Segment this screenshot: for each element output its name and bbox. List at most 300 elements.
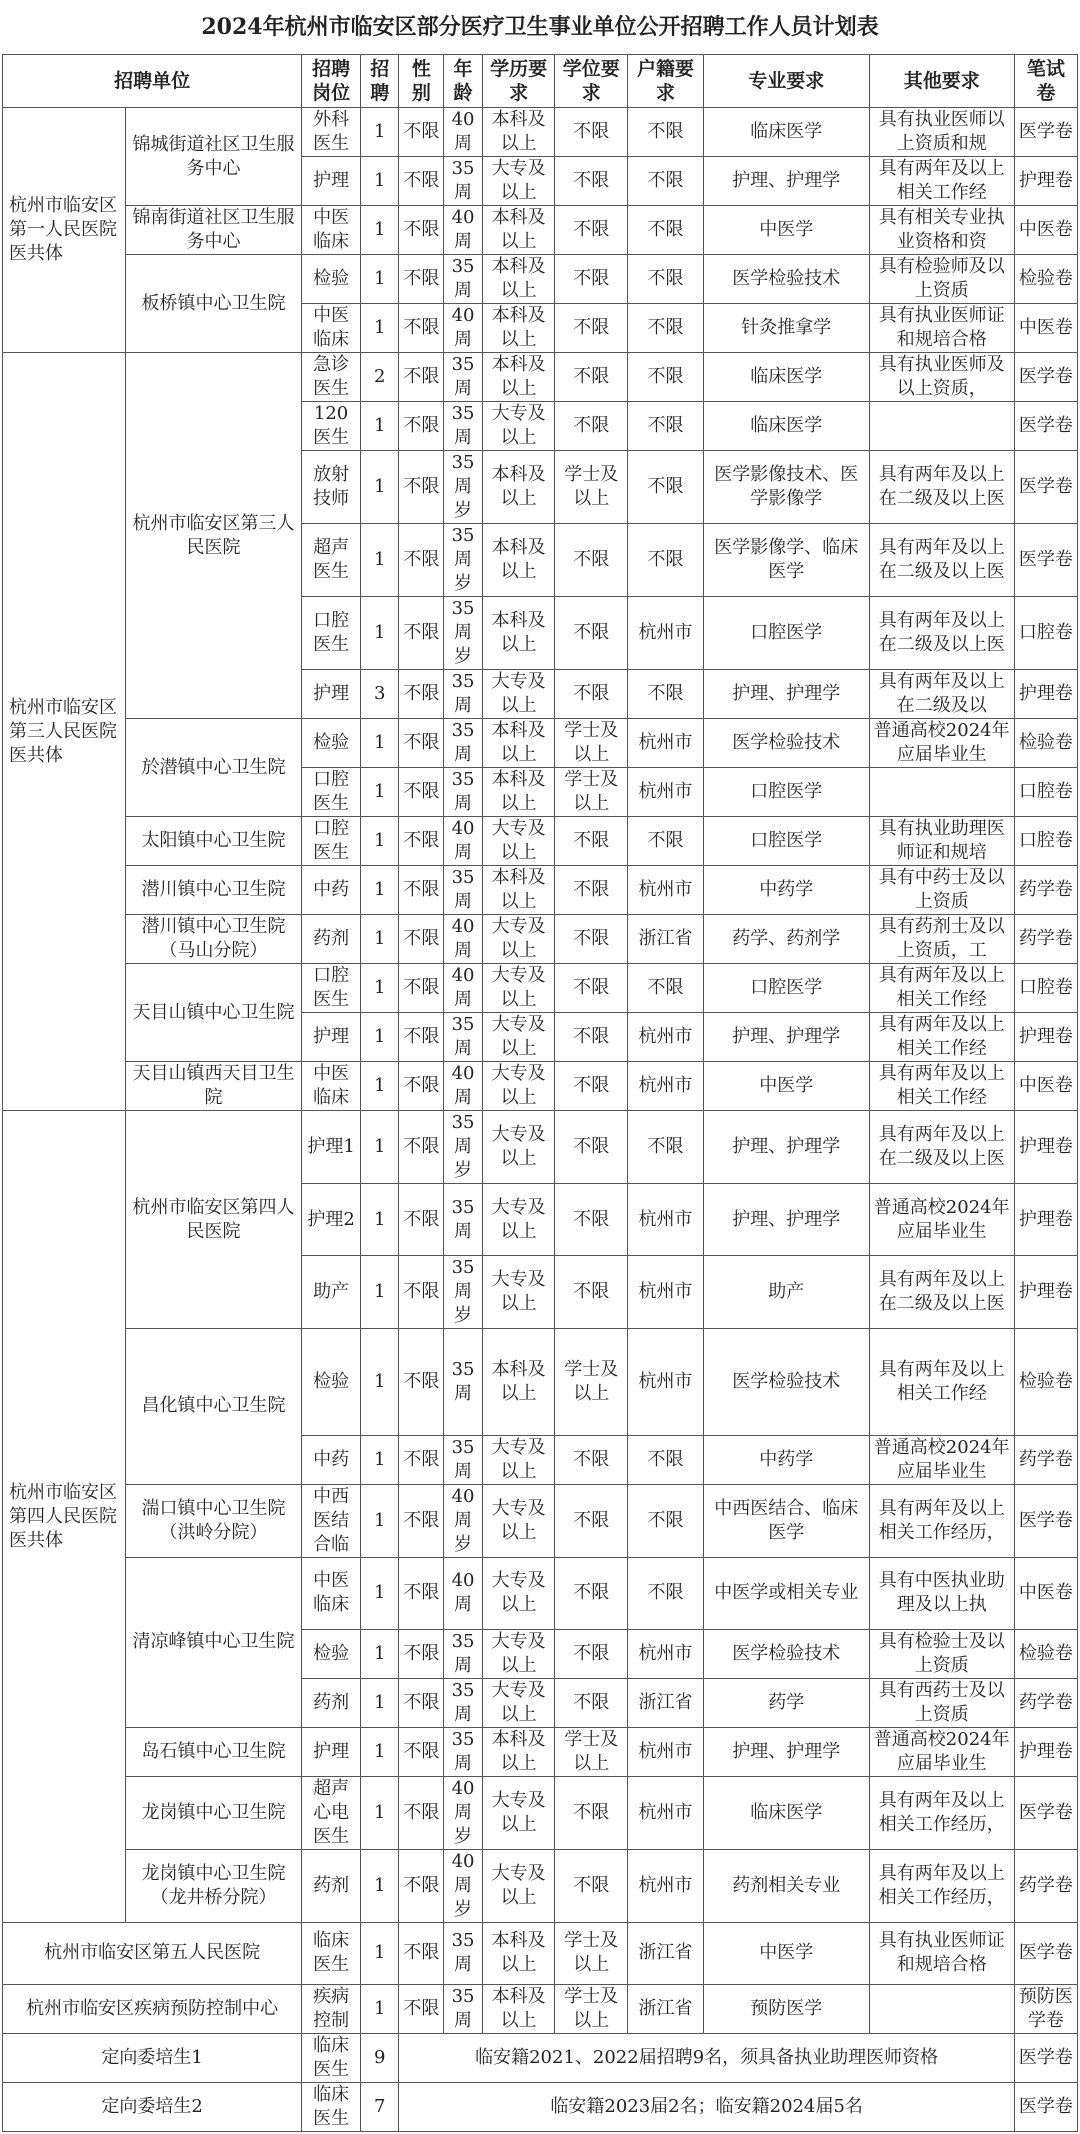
- other-cell: 具有两年及以上相关工作经: [869, 157, 1014, 206]
- exam-cell: 药学卷: [1014, 1435, 1077, 1484]
- post-cell: 中医临床: [302, 304, 361, 353]
- degree-cell: 不限: [555, 1013, 628, 1062]
- unit-name-cell: 天目山镇西天目卫生院: [125, 1062, 301, 1111]
- hukou-cell: 杭州市: [628, 1629, 704, 1678]
- major-cell: 医学影像技术、医学影像学: [703, 451, 869, 524]
- count-cell: 1: [360, 915, 398, 964]
- count-cell: 1: [360, 1256, 398, 1329]
- sex-cell: 不限: [399, 1329, 444, 1435]
- degree-cell: 不限: [555, 1678, 628, 1727]
- degree-cell: 不限: [555, 866, 628, 915]
- age-cell: 40周: [444, 1062, 482, 1111]
- unit-name-cell: 天目山镇中心卫生院: [125, 964, 301, 1062]
- unit-name-cell: 太阳镇中心卫生院: [125, 817, 301, 866]
- age-cell: 40周: [444, 1557, 482, 1629]
- table-row: [3, 2033, 1078, 2082]
- education-cell: 本科及以上: [482, 1922, 555, 1984]
- education-cell: 大专及以上: [482, 1013, 555, 1062]
- table-row: [3, 2082, 1078, 2131]
- post-cell: 口腔医生: [302, 597, 361, 670]
- other-cell: 具有两年及以上相关工作经: [869, 1013, 1014, 1062]
- degree-cell: 不限: [555, 1629, 628, 1678]
- education-cell: 本科及以上: [482, 304, 555, 353]
- major-cell: 中医学: [703, 1062, 869, 1111]
- hukou-cell: 杭州市: [628, 1849, 704, 1922]
- post-cell: 临床医生: [302, 2082, 361, 2131]
- hukou-cell: 浙江省: [628, 1922, 704, 1984]
- other-cell: 具有两年及以上相关工作经历，: [869, 1484, 1014, 1557]
- exam-cell: 护理卷: [1014, 1184, 1077, 1256]
- major-cell: 临床医学: [703, 108, 869, 157]
- age-cell: 40周: [444, 817, 482, 866]
- sex-cell: 不限: [399, 402, 444, 451]
- exam-cell: 中医卷: [1014, 304, 1077, 353]
- other-cell: 普通高校2024年应届毕业生: [869, 1184, 1014, 1256]
- education-cell: 大专及以上: [482, 402, 555, 451]
- unit-name-cell: 昌化镇中心卫生院: [125, 1329, 301, 1484]
- major-cell: 药剂相关专业: [703, 1849, 869, 1922]
- sex-cell: 不限: [399, 1922, 444, 1984]
- post-cell: 中西医结合临: [302, 1484, 361, 1557]
- hukou-cell: 浙江省: [628, 1984, 704, 2033]
- count-cell: 9: [360, 2033, 398, 2082]
- post-cell: 120医生: [302, 402, 361, 451]
- hukou-cell: 不限: [628, 964, 704, 1013]
- hukou-cell: 不限: [628, 817, 704, 866]
- unit-name-cell: 潜川镇中心卫生院（马山分院）: [125, 915, 301, 964]
- other-cell: 具有两年及以上在二级及以上医: [869, 451, 1014, 524]
- major-cell: 针灸推拿学: [703, 304, 869, 353]
- hukou-cell: 杭州市: [628, 1184, 704, 1256]
- degree-cell: 不限: [555, 597, 628, 670]
- page-title: 2024年杭州市临安区部分医疗卫生事业单位公开招聘工作人员计划表: [201, 14, 879, 40]
- major-cell: 临床医学: [703, 353, 869, 402]
- other-cell: 具有两年及以上在二级及以上医: [869, 1256, 1014, 1329]
- header-other: 其他要求: [869, 55, 1014, 108]
- age-cell: 40周岁: [444, 1776, 482, 1849]
- exam-cell: 医学卷: [1014, 402, 1077, 451]
- post-cell: 临床医生: [302, 2033, 361, 2082]
- age-cell: 35周: [444, 768, 482, 817]
- post-cell: 检验: [302, 1329, 361, 1435]
- age-cell: 35周: [444, 255, 482, 304]
- table-row: [3, 719, 1078, 768]
- major-cell: 口腔医学: [703, 597, 869, 670]
- count-cell: 1: [360, 1013, 398, 1062]
- degree-cell: 不限: [555, 157, 628, 206]
- education-cell: 本科及以上: [482, 451, 555, 524]
- education-cell: 大专及以上: [482, 1678, 555, 1727]
- age-cell: 35周: [444, 157, 482, 206]
- header-sex: 性别: [399, 55, 444, 108]
- education-cell: 大专及以上: [482, 1111, 555, 1184]
- unit-name-cell: 杭州市临安区第三人民医院: [125, 353, 301, 719]
- hukou-cell: 不限: [628, 1435, 704, 1484]
- exam-cell: 中医卷: [1014, 1062, 1077, 1111]
- age-cell: 35周: [444, 1678, 482, 1727]
- note-cell: 临安籍2021、2022届招聘9名，须具备执业助理医师资格: [399, 2033, 1014, 2082]
- other-cell: 具有检验师及以上资质: [869, 255, 1014, 304]
- unit-name-cell: 定向委培生2: [3, 2082, 302, 2131]
- exam-cell: 检验卷: [1014, 255, 1077, 304]
- education-cell: 大专及以上: [482, 1484, 555, 1557]
- sex-cell: 不限: [399, 1013, 444, 1062]
- exam-cell: 医学卷: [1014, 1484, 1077, 1557]
- count-cell: 1: [360, 451, 398, 524]
- other-cell: 具有西药士及以上资质: [869, 1678, 1014, 1727]
- post-cell: 急诊医生: [302, 353, 361, 402]
- other-cell: 具有执业医师以上资质和规: [869, 108, 1014, 157]
- post-cell: 护理2: [302, 1184, 361, 1256]
- major-cell: 护理、护理学: [703, 1111, 869, 1184]
- hukou-cell: 不限: [628, 670, 704, 719]
- post-cell: 中医临床: [302, 206, 361, 255]
- degree-cell: 不限: [555, 304, 628, 353]
- table-row: [3, 1329, 1078, 1435]
- sex-cell: 不限: [399, 817, 444, 866]
- other-cell: [869, 768, 1014, 817]
- exam-cell: 口腔卷: [1014, 768, 1077, 817]
- sex-cell: 不限: [399, 768, 444, 817]
- hukou-cell: 不限: [628, 524, 704, 597]
- count-cell: 1: [360, 255, 398, 304]
- note-cell: 临安籍2023届2名；临安籍2024届5名: [399, 2082, 1014, 2131]
- education-cell: 本科及以上: [482, 866, 555, 915]
- sex-cell: 不限: [399, 1062, 444, 1111]
- count-cell: 1: [360, 1329, 398, 1435]
- post-cell: 检验: [302, 719, 361, 768]
- table-row: [3, 1776, 1078, 1849]
- post-cell: 护理: [302, 1727, 361, 1776]
- education-cell: 大专及以上: [482, 670, 555, 719]
- hukou-cell: 杭州市: [628, 1062, 704, 1111]
- count-cell: 1: [360, 108, 398, 157]
- count-cell: 1: [360, 1984, 398, 2033]
- degree-cell: 学士及以上: [555, 1329, 628, 1435]
- exam-cell: 药学卷: [1014, 1849, 1077, 1922]
- degree-cell: 学士及以上: [555, 451, 628, 524]
- other-cell: 具有两年及以上相关工作经: [869, 964, 1014, 1013]
- count-cell: 1: [360, 304, 398, 353]
- education-cell: 本科及以上: [482, 597, 555, 670]
- header-education: 学历要求: [482, 55, 555, 108]
- degree-cell: 学士及以上: [555, 719, 628, 768]
- count-cell: 1: [360, 1484, 398, 1557]
- degree-cell: 不限: [555, 1435, 628, 1484]
- sex-cell: 不限: [399, 255, 444, 304]
- education-cell: 本科及以上: [482, 353, 555, 402]
- education-cell: 本科及以上: [482, 255, 555, 304]
- table-row: [3, 255, 1078, 304]
- major-cell: 中医学: [703, 206, 869, 255]
- count-cell: 1: [360, 597, 398, 670]
- header-count: 招聘: [360, 55, 398, 108]
- degree-cell: 不限: [555, 817, 628, 866]
- post-cell: 护理: [302, 1013, 361, 1062]
- unit-name-cell: 锦南街道社区卫生服务中心: [125, 206, 301, 255]
- post-cell: 护理: [302, 670, 361, 719]
- unit-name-cell: 龙岗镇中心卫生院: [125, 1776, 301, 1849]
- post-cell: 检验: [302, 255, 361, 304]
- post-cell: 疾病控制: [302, 1984, 361, 2033]
- unit-name-cell: 板桥镇中心卫生院: [125, 255, 301, 353]
- table-row: [3, 1062, 1078, 1111]
- other-cell: 具有两年及以上在二级及以上医: [869, 1111, 1014, 1184]
- education-cell: 本科及以上: [482, 108, 555, 157]
- age-cell: 40周岁: [444, 1849, 482, 1922]
- recruitment-plan-table: [2, 54, 1078, 2132]
- major-cell: 中医学或相关专业: [703, 1557, 869, 1629]
- major-cell: 护理、护理学: [703, 1013, 869, 1062]
- major-cell: 护理、护理学: [703, 157, 869, 206]
- hukou-cell: 不限: [628, 157, 704, 206]
- hukou-cell: 不限: [628, 255, 704, 304]
- major-cell: 医学检验技术: [703, 719, 869, 768]
- hukou-cell: 杭州市: [628, 866, 704, 915]
- education-cell: 大专及以上: [482, 915, 555, 964]
- count-cell: 1: [360, 1062, 398, 1111]
- degree-cell: 不限: [555, 353, 628, 402]
- education-cell: 本科及以上: [482, 206, 555, 255]
- other-cell: 具有两年及以上相关工作经: [869, 1329, 1014, 1435]
- post-cell: 口腔医生: [302, 817, 361, 866]
- other-cell: 具有两年及以上在二级及以上医: [869, 524, 1014, 597]
- degree-cell: 学士及以上: [555, 768, 628, 817]
- unit-name-cell: 锦城街道社区卫生服务中心: [125, 108, 301, 206]
- count-cell: 2: [360, 353, 398, 402]
- major-cell: 护理、护理学: [703, 670, 869, 719]
- major-cell: 医学检验技术: [703, 1629, 869, 1678]
- header-hukou: 户籍要求: [628, 55, 704, 108]
- table-row: [3, 1727, 1078, 1776]
- education-cell: 本科及以上: [482, 719, 555, 768]
- other-cell: 具有检验士及以上资质: [869, 1629, 1014, 1678]
- hukou-cell: 不限: [628, 402, 704, 451]
- exam-cell: 检验卷: [1014, 1329, 1077, 1435]
- major-cell: 中药学: [703, 866, 869, 915]
- unit-name-cell: 潜川镇中心卫生院: [125, 866, 301, 915]
- exam-cell: 医学卷: [1014, 524, 1077, 597]
- unit-name-cell: 湍口镇中心卫生院（洪岭分院）: [125, 1484, 301, 1557]
- post-cell: 护理1: [302, 1111, 361, 1184]
- table-row: [3, 1111, 1078, 1184]
- age-cell: 35周岁: [444, 1111, 482, 1184]
- table-row: [3, 108, 1078, 157]
- count-cell: 1: [360, 817, 398, 866]
- education-cell: 大专及以上: [482, 1184, 555, 1256]
- unit-name-cell: 杭州市临安区疾病预防控制中心: [3, 1984, 302, 2033]
- sex-cell: 不限: [399, 451, 444, 524]
- sex-cell: 不限: [399, 1111, 444, 1184]
- unit-name-cell: 杭州市临安区第五人民医院: [3, 1922, 302, 1984]
- count-cell: 1: [360, 719, 398, 768]
- exam-cell: 护理卷: [1014, 1727, 1077, 1776]
- post-cell: 超声医生: [302, 524, 361, 597]
- table-row: [3, 866, 1078, 915]
- degree-cell: 不限: [555, 402, 628, 451]
- other-cell: 具有执业医师证和规培合格: [869, 304, 1014, 353]
- hukou-cell: 杭州市: [628, 1727, 704, 1776]
- major-cell: 口腔医学: [703, 768, 869, 817]
- other-cell: 具有两年及以上相关工作经历，: [869, 1776, 1014, 1849]
- count-cell: 1: [360, 524, 398, 597]
- major-cell: 助产: [703, 1256, 869, 1329]
- post-cell: 超声心电医生: [302, 1776, 361, 1849]
- degree-cell: 不限: [555, 108, 628, 157]
- education-cell: 本科及以上: [482, 768, 555, 817]
- post-cell: 药剂: [302, 915, 361, 964]
- hukou-cell: 不限: [628, 108, 704, 157]
- sex-cell: 不限: [399, 866, 444, 915]
- sex-cell: 不限: [399, 304, 444, 353]
- sex-cell: 不限: [399, 1435, 444, 1484]
- exam-cell: 中医卷: [1014, 1557, 1077, 1629]
- hukou-cell: 杭州市: [628, 719, 704, 768]
- education-cell: 大专及以上: [482, 1256, 555, 1329]
- hukou-cell: 不限: [628, 304, 704, 353]
- degree-cell: 不限: [555, 915, 628, 964]
- major-cell: 药学、药剂学: [703, 915, 869, 964]
- sex-cell: 不限: [399, 206, 444, 255]
- hukou-cell: 不限: [628, 1111, 704, 1184]
- hukou-cell: 杭州市: [628, 1256, 704, 1329]
- hukou-cell: 杭州市: [628, 768, 704, 817]
- degree-cell: 不限: [555, 1184, 628, 1256]
- age-cell: 35周: [444, 1629, 482, 1678]
- age-cell: 40周: [444, 206, 482, 255]
- major-cell: 口腔医学: [703, 964, 869, 1013]
- exam-cell: 检验卷: [1014, 719, 1077, 768]
- age-cell: 35周: [444, 1329, 482, 1435]
- table-header-row: [3, 55, 1078, 108]
- education-cell: 大专及以上: [482, 1062, 555, 1111]
- other-cell: 具有药剂士及以上资质，工: [869, 915, 1014, 964]
- other-cell: 具有两年及以上相关工作经: [869, 1062, 1014, 1111]
- header-age: 年龄: [444, 55, 482, 108]
- post-cell: 护理: [302, 157, 361, 206]
- age-cell: 35周: [444, 670, 482, 719]
- post-cell: 药剂: [302, 1849, 361, 1922]
- group-name-cell: 杭州市临安区第四人民医院医共体: [3, 1111, 126, 1922]
- count-cell: 1: [360, 768, 398, 817]
- exam-cell: 口腔卷: [1014, 597, 1077, 670]
- exam-cell: 医学卷: [1014, 108, 1077, 157]
- group-name-cell: 杭州市临安区第三人民医院医共体: [3, 353, 126, 1111]
- sex-cell: 不限: [399, 1849, 444, 1922]
- exam-cell: 医学卷: [1014, 2033, 1077, 2082]
- sex-cell: 不限: [399, 1678, 444, 1727]
- major-cell: 医学检验技术: [703, 1329, 869, 1435]
- age-cell: 40周: [444, 108, 482, 157]
- header-unit: 招聘单位: [3, 55, 302, 108]
- table-row: [3, 1922, 1078, 1984]
- major-cell: 护理、护理学: [703, 1727, 869, 1776]
- hukou-cell: 不限: [628, 353, 704, 402]
- major-cell: 临床医学: [703, 1776, 869, 1849]
- age-cell: 35周: [444, 719, 482, 768]
- degree-cell: 不限: [555, 1062, 628, 1111]
- age-cell: 35周: [444, 1184, 482, 1256]
- degree-cell: 不限: [555, 1557, 628, 1629]
- other-cell: 具有执业医师及以上资质，: [869, 353, 1014, 402]
- degree-cell: 不限: [555, 1484, 628, 1557]
- major-cell: 护理、护理学: [703, 1184, 869, 1256]
- post-cell: 中医临床: [302, 1557, 361, 1629]
- count-cell: 1: [360, 1435, 398, 1484]
- sex-cell: 不限: [399, 597, 444, 670]
- hukou-cell: 杭州市: [628, 1329, 704, 1435]
- sex-cell: 不限: [399, 719, 444, 768]
- other-cell: 普通高校2024年应届毕业生: [869, 1435, 1014, 1484]
- exam-cell: 医学卷: [1014, 1922, 1077, 1984]
- major-cell: 预防医学: [703, 1984, 869, 2033]
- group-name-cell: 杭州市临安区第一人民医院医共体: [3, 108, 126, 353]
- other-cell: 具有中药士及以上资质: [869, 866, 1014, 915]
- hukou-cell: 不限: [628, 1557, 704, 1629]
- education-cell: 本科及以上: [482, 524, 555, 597]
- major-cell: 口腔医学: [703, 817, 869, 866]
- degree-cell: 不限: [555, 670, 628, 719]
- exam-cell: 护理卷: [1014, 1013, 1077, 1062]
- exam-cell: 医学卷: [1014, 2082, 1077, 2131]
- count-cell: 1: [360, 1776, 398, 1849]
- post-cell: 中医临床: [302, 1062, 361, 1111]
- education-cell: 大专及以上: [482, 1849, 555, 1922]
- hukou-cell: 不限: [628, 451, 704, 524]
- other-cell: [869, 402, 1014, 451]
- major-cell: 中医学: [703, 1922, 869, 1984]
- count-cell: 1: [360, 206, 398, 255]
- major-cell: 药学: [703, 1678, 869, 1727]
- degree-cell: 不限: [555, 964, 628, 1013]
- hukou-cell: 不限: [628, 1484, 704, 1557]
- exam-cell: 药学卷: [1014, 1678, 1077, 1727]
- major-cell: 医学影像学、临床医学: [703, 524, 869, 597]
- age-cell: 35周岁: [444, 1256, 482, 1329]
- hukou-cell: 杭州市: [628, 1776, 704, 1849]
- degree-cell: 学士及以上: [555, 1922, 628, 1984]
- exam-cell: 医学卷: [1014, 451, 1077, 524]
- hukou-cell: 浙江省: [628, 1678, 704, 1727]
- count-cell: 1: [360, 1678, 398, 1727]
- major-cell: 中西医结合、临床医学: [703, 1484, 869, 1557]
- unit-name-cell: 龙岗镇中心卫生院（龙井桥分院）: [125, 1849, 301, 1922]
- other-cell: 具有中医执业助理及以上执: [869, 1557, 1014, 1629]
- degree-cell: 学士及以上: [555, 1984, 628, 2033]
- education-cell: 本科及以上: [482, 1329, 555, 1435]
- other-cell: 普通高校2024年应届毕业生: [869, 1727, 1014, 1776]
- age-cell: 35周: [444, 1922, 482, 1984]
- exam-cell: 药学卷: [1014, 866, 1077, 915]
- age-cell: 40周: [444, 304, 482, 353]
- count-cell: 1: [360, 1111, 398, 1184]
- unit-name-cell: 清凉峰镇中心卫生院: [125, 1557, 301, 1727]
- count-cell: 1: [360, 1184, 398, 1256]
- table-row: [3, 353, 1078, 402]
- hukou-cell: 杭州市: [628, 597, 704, 670]
- degree-cell: 不限: [555, 1111, 628, 1184]
- header-exam: 笔试卷: [1014, 55, 1077, 108]
- degree-cell: 不限: [555, 1849, 628, 1922]
- age-cell: 35周: [444, 1013, 482, 1062]
- table-row: [3, 964, 1078, 1013]
- post-cell: 口腔医生: [302, 964, 361, 1013]
- table-row: [3, 1849, 1078, 1922]
- post-cell: 口腔医生: [302, 768, 361, 817]
- exam-cell: 护理卷: [1014, 1111, 1077, 1184]
- count-cell: 1: [360, 866, 398, 915]
- header-degree: 学位要求: [555, 55, 628, 108]
